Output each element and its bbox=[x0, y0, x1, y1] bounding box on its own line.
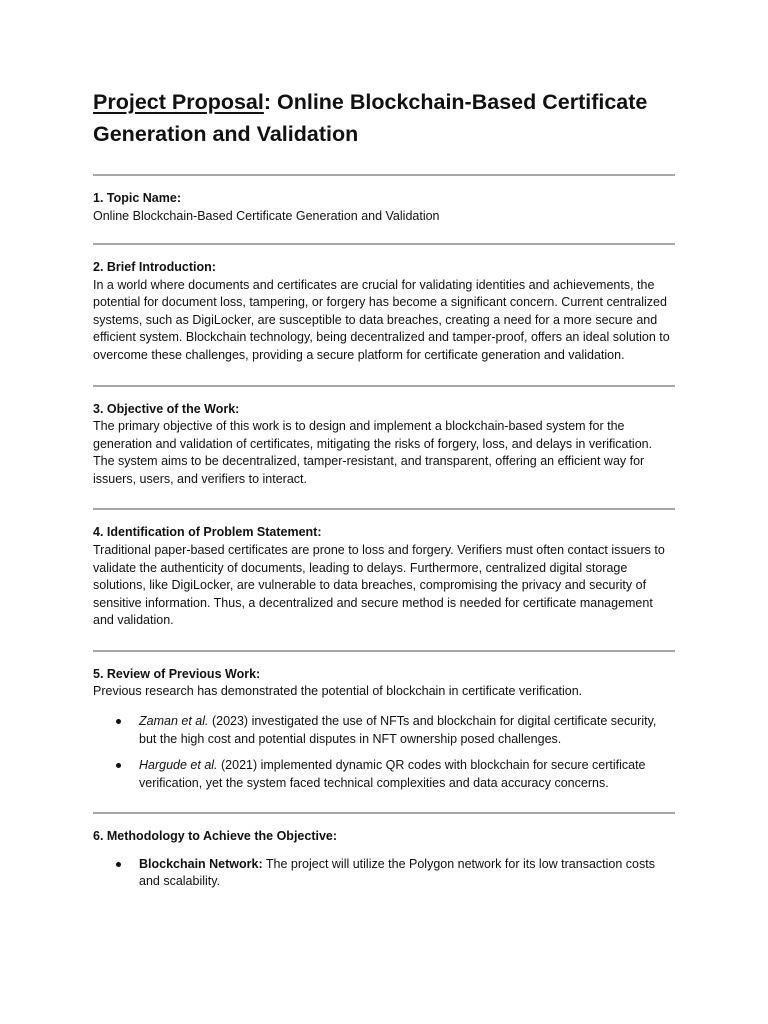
item-text: The project will utilize the Polygon network for its low transaction costs and scalability. bbox=[139, 856, 655, 889]
bullet-icon bbox=[116, 763, 121, 768]
divider bbox=[93, 650, 675, 652]
divider bbox=[93, 174, 675, 176]
section-body: The primary objective of this work is to design and implement a blockchain-based system for the generation and validation of certificates, mitigating the risks of forgery, loss, and delays in verification. The system aims to be decentralized, tamper-resistant, and transparent, offering an efficient way for issuers, users, and verifiers to interact. bbox=[93, 419, 653, 486]
title-rest: : Online Blockchain-Based Certificate Generation and Validation bbox=[93, 90, 648, 146]
section-heading: 5. Review of Previous Work: bbox=[93, 666, 261, 681]
section-heading: 2. Brief Introduction: bbox=[93, 260, 216, 275]
citation-text: (2021) implemented dynamic QR codes with blockchain for secure certificate verification, yet the system faced technical complexities and data accuracy concerns. bbox=[139, 758, 646, 790]
section-heading: 1. Topic Name: bbox=[93, 191, 181, 205]
citation-author: Hargude et al. bbox=[139, 758, 218, 773]
divider bbox=[93, 508, 675, 510]
section-body: Previous research has demonstrated the potential of blockchain in certificate verification. bbox=[93, 684, 583, 699]
section-heading: 4. Identification of Problem Statement: bbox=[93, 525, 322, 540]
divider bbox=[93, 812, 675, 814]
document-title bbox=[93, 86, 675, 150]
section-problem-statement bbox=[93, 524, 675, 629]
section-topic bbox=[93, 190, 675, 225]
list-item bbox=[93, 856, 675, 891]
section-objective bbox=[93, 401, 675, 489]
list-item bbox=[93, 713, 675, 748]
section-introduction bbox=[93, 259, 675, 364]
section-body: Traditional paper-based certificates are prone to loss and forgery. Verifiers must often contact issuers to validate the authenticity of documents, leading to delays. Furthermore, centralized digital storage solutions, like DigiLocker, are vulnerable to data breaches, compromising the privacy and security of sensitive information. Thus, a decentralized and secure method is needed for certificate management and validation. bbox=[93, 542, 665, 628]
title-underlined: Project Proposal bbox=[93, 90, 264, 114]
document-content bbox=[93, 86, 675, 891]
section-heading: 6. Methodology to Achieve the Objective: bbox=[93, 829, 338, 844]
section-heading: 3. Objective of the Work: bbox=[93, 401, 240, 416]
section-body: Online Blockchain-Based Certificate Generation and Validation bbox=[93, 208, 440, 223]
bullet-icon bbox=[116, 719, 121, 724]
divider bbox=[93, 243, 675, 245]
methodology-list bbox=[93, 856, 675, 891]
list-item bbox=[93, 757, 675, 792]
divider bbox=[93, 385, 675, 387]
section-review bbox=[93, 666, 675, 792]
review-list bbox=[93, 713, 675, 792]
citation-text: (2023) investigated the use of NFTs and blockchain for digital certificate security, but the high cost and potential disputes in NFT ownership posed challenges. bbox=[139, 714, 657, 746]
bullet-icon bbox=[116, 862, 121, 867]
citation-author: Zaman et al. bbox=[139, 714, 209, 728]
section-methodology bbox=[93, 828, 675, 891]
section-body: In a world where documents and certificates are crucial for validating identities and achievements, the potential for document loss, tampering, or forgery has become a significant concern. Current centralized systems, such as DigiLocker, are susceptible to data breaches, creating a need for a more secure and efficient system. Blockchain technology, being decentralized and tamper-proof, offers an ideal solution to overcome these challenges, providing a secure platform for certificate generation and validation. bbox=[93, 277, 670, 362]
item-lead: Blockchain Network: bbox=[139, 856, 263, 871]
